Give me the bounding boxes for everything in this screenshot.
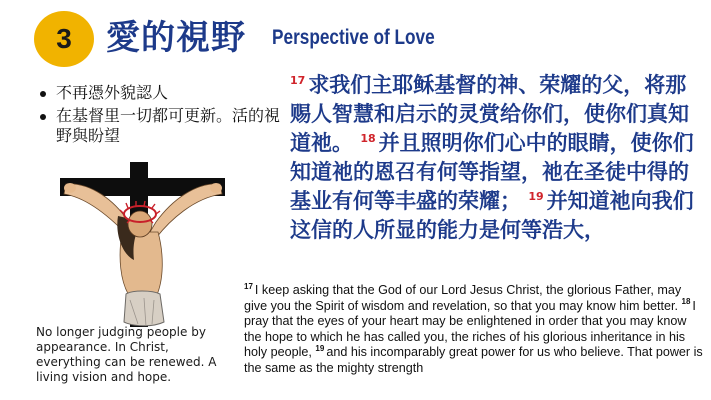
verse-text: 并且照明你们心中的眼睛，使你们知道祂的恩召有何等指望，祂在圣徒中得的基业有何等丰盛的荣耀； xyxy=(290,131,694,213)
scripture-chinese xyxy=(290,71,695,245)
head xyxy=(128,211,152,237)
verse-text: 并知道祂向我们这信的人所显的能力是何等浩大， xyxy=(290,189,694,242)
title-chinese: 愛的視野 xyxy=(106,18,246,58)
loincloth xyxy=(124,291,164,326)
bullet-item: 不再憑外貌認人 xyxy=(40,83,290,103)
verse-number: 19 xyxy=(528,190,544,203)
crucifix-illustration xyxy=(60,162,225,327)
bullet-item: 在基督里一切都可更新。活的視野與盼望 xyxy=(40,106,290,146)
verse-text: I pray that the eyes of your heart may be enlightened in order that you may know the hope to which he has called you, the riches of his glorious inheritance in his holy people, xyxy=(244,298,696,360)
left-hand xyxy=(64,183,76,193)
bullet-list xyxy=(40,83,290,149)
verse-number: 18 xyxy=(681,297,691,307)
verse-number: 17 xyxy=(244,281,253,291)
scripture-english xyxy=(244,283,704,377)
right-hand xyxy=(210,183,222,193)
verse-text: 求我们主耶稣基督的神、荣耀的父，将那赐人智慧和启示的灵赏给你们，使你们真知道祂。 xyxy=(290,73,689,155)
image-caption: No longer judging people by appearance. In Christ, everything can be renewed. A living vision and hope. xyxy=(36,325,217,384)
title-english: Perspective of Love xyxy=(272,26,435,49)
verse-text: and his incomparably great power for us who believe. That power is the same as the mighty strength xyxy=(244,345,703,375)
verse-number: 19 xyxy=(315,344,325,354)
verse-text: I keep asking that the God of our Lord Jesus Christ, the glorious Father, may give you the Spirit of wisdom and revelation, so that you may know him better. xyxy=(244,283,682,313)
verse-number: 17 xyxy=(290,74,306,87)
verse-number: 18 xyxy=(360,132,376,145)
section-number-badge: 3 xyxy=(34,11,94,67)
